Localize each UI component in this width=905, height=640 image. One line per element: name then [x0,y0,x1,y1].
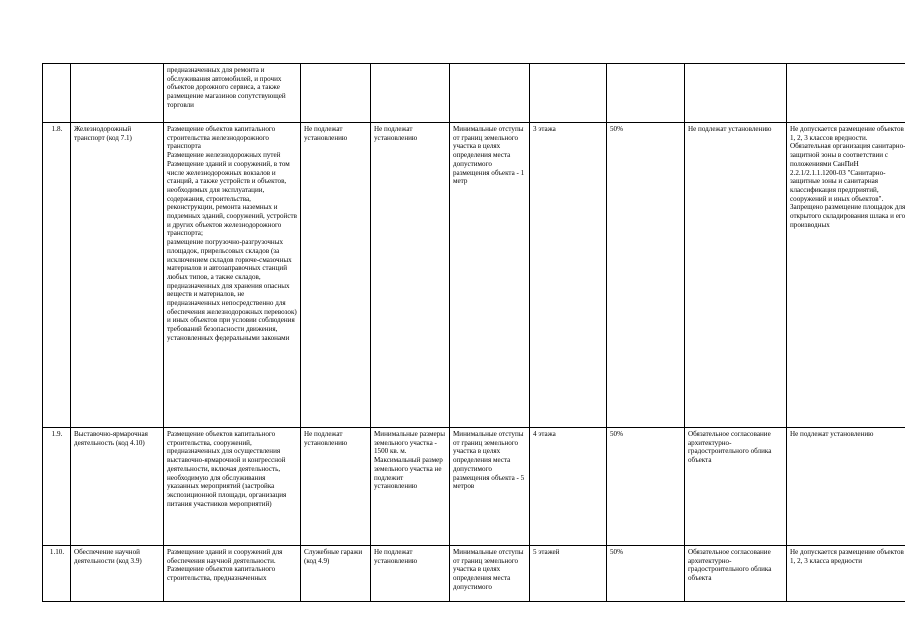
table-cell-additional-notes [787,123,905,428]
table-cell-use-type-name [71,64,164,123]
max-coverage-text: 50% [610,548,624,556]
table-cell-special-restrictions [685,546,787,602]
table-cell-max-coverage [607,64,685,123]
max-coverage-text: 50% [610,125,624,133]
table-cell-max-coverage [607,123,685,428]
setback-requirements-text: Минимальные отступы от границ земельного участка в целях определения места допустимого [453,548,524,591]
table-cell-use-description [164,123,301,428]
table-cell-additional-notes [787,428,905,546]
table-cell-additional-notes [787,64,905,123]
table-cell-additional-notes [787,546,905,602]
special-restrictions-text: Не подлежат установлению [688,125,772,133]
table-cell-max-floors [530,123,607,428]
table-cell-plot-size-limits [371,123,450,428]
use-description-text: предназначенных для ремонта и обслуживания автомобилей, и прочих объектов дорожного сервиса, а также размещение магазинов сопутствующей торговли [167,66,286,109]
table-cell-plot-size-limits [371,546,450,602]
use-description-text: Размещение объектов капитального строительства, сооружений, предназначенных для осуществления выставочно-ярмарочной и конгрессной деятельности, включая деятельность, необходимую для обслуживания указанных мероприятий (застройка экспозиционной площади, организация питания участников мероприятий) [167,430,287,508]
table-cell-auxiliary-use [301,546,371,602]
plot-size-limits-text: Не подлежат установлению [374,125,418,142]
auxiliary-use-text: Не подлежат установлению [304,430,348,447]
additional-notes-text: Не допускается размещение объектов 1, 2, 3 классов вредности. Обязательная организация санитарно-защитной зоны в соответствии с положениями СанПиН 2.2.1/2.1.1.1200-03 "Санитарно-защитные зоны и санитарная классификация предприятий, сооружений и иных объектов". Запрещено размещение площадок для открытого складирования шлака и его производных [790,125,905,229]
table-row [43,546,905,602]
table-row [43,428,905,546]
special-restrictions-text: Обязательное согласование архитектурно-градостроительного облика объекта [688,430,772,465]
table-cell-special-restrictions [685,64,787,123]
use-type-name-text: Выставочно-ярмарочная деятельность (код 4.10) [74,430,148,447]
use-type-name-text: Железнодорожный транспорт (код 7.1) [74,125,132,142]
table-cell-use-description [164,546,301,602]
table-cell-plot-size-limits [371,428,450,546]
additional-notes-text: Не подлежат установлению [790,430,874,438]
max-floors-text: 4 этажа [533,430,556,438]
special-restrictions-text: Обязательное согласование архитектурно-градостроительного облика объекта [688,548,772,583]
table-row [43,64,905,123]
table-cell-use-type-name [71,546,164,602]
table-cell-setback-requirements [450,123,530,428]
table-cell-use-description [164,428,301,546]
table-cell-setback-requirements [450,428,530,546]
table-cell-use-description [164,64,301,123]
row-number-text: 1.8. [51,125,63,133]
plot-size-limits-text: Не подлежат установлению [374,548,418,565]
row-number-text: 1.10. [49,548,65,556]
table-cell-setback-requirements [450,546,530,602]
table-cell-row-number [43,546,71,602]
use-type-name-text: Обеспечение научной деятельности (код 3.9) [74,548,142,565]
table-cell-max-coverage [607,428,685,546]
table-row [43,123,905,428]
table-cell-row-number [43,428,71,546]
max-floors-text: 5 этажей [533,548,560,556]
row-number-text: 1.9. [51,430,63,438]
setback-requirements-text: Минимальные отступы от границ земельного участка в целях определения места допустимого размещения объекта - 1 метр [453,125,525,186]
max-coverage-text: 50% [610,430,624,438]
table-cell-max-floors [530,428,607,546]
setback-requirements-text: Минимальные отступы от границ земельного участка в целях определения места допустимого размещения объекта - 5 метров [453,430,525,491]
use-description-text: Размещение объектов капитального строительства железнодорожного транспорта Размещение железнодорожных путей Размещение зданий и сооружений, в том числе железнодорожных вокзалов и станций, а также устройств и объектов, необходимых для эксплуатации, содержания, строительства, реконструкции, ремонта наземных и подземных зданий, сооружений, устройств и других объектов железнодорожного транспорта; размещение погрузочно-разгрузочных площадок, прирельсовых складов (за исключением складов горюче-смазочных материалов и автозаправочных станций любых типов, а также складов, предназначенных для хранения опасных веществ и материалов, не предназначенных непосредственно для обеспечения железнодорожных перевозок) и иных объектов при условии соблюдения требований безопасности движения, установленных федеральными законами [167,125,297,342]
table-cell-plot-size-limits [371,64,450,123]
table-cell-special-restrictions [685,123,787,428]
additional-notes-text: Не допускается размещение объектов 1, 2, 3 класса вредности [790,548,904,565]
table-cell-row-number [43,123,71,428]
use-description-text: Размещение зданий и сооружений для обеспечения научной деятельности. Размещение объектов капитального строительства, предназначенных [167,548,283,583]
table-cell-setback-requirements [450,64,530,123]
table-cell-special-restrictions [685,428,787,546]
table-cell-auxiliary-use [301,123,371,428]
table-cell-max-coverage [607,546,685,602]
plot-size-limits-text: Минимальные размеры земельного участка - 1500 кв. м. Максимальный размер земельного участка не подлежит установлению [374,430,445,491]
table-cell-max-floors [530,64,607,123]
auxiliary-use-text: Служебные гаражи (код 4.9) [304,548,363,565]
table-cell-max-floors [530,546,607,602]
table-cell-row-number [43,64,71,123]
table-cell-auxiliary-use [301,428,371,546]
max-floors-text: 3 этажа [533,125,556,133]
auxiliary-use-text: Не подлежат установлению [304,125,348,142]
zoning-regulations-table [42,63,905,602]
table-cell-auxiliary-use [301,64,371,123]
table-cell-use-type-name [71,428,164,546]
table-cell-use-type-name [71,123,164,428]
